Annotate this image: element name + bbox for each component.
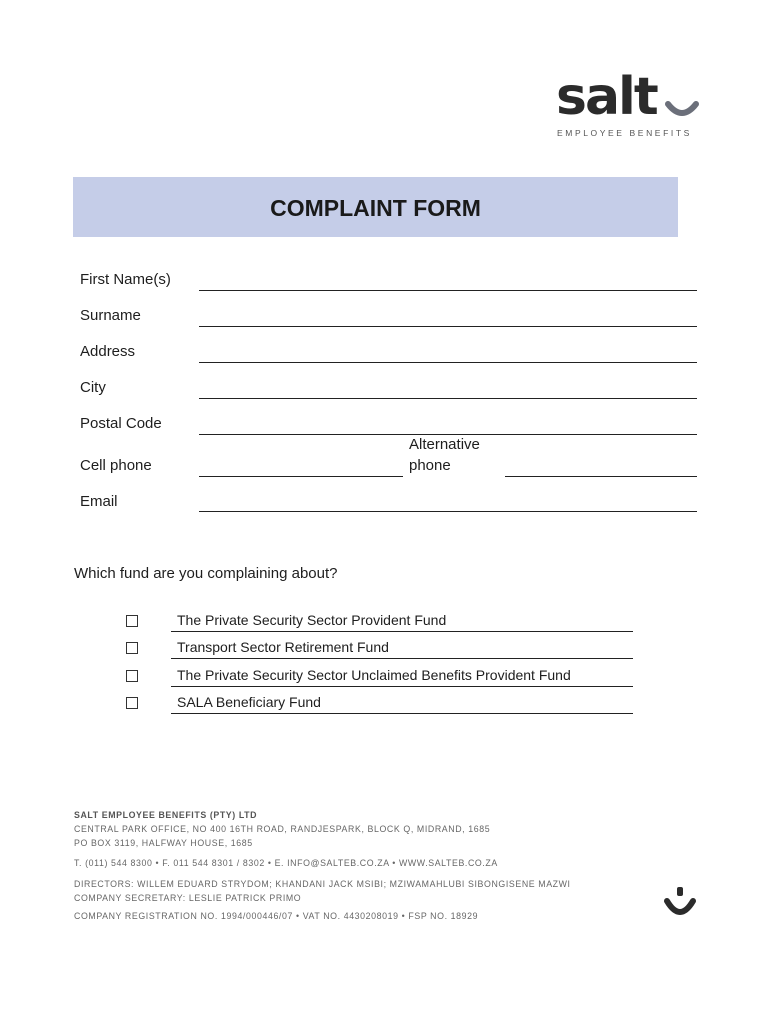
footer-registration: COMPANY REGISTRATION NO. 1994/000446/07 • VAT NO. 4430208019 • FSP NO. 18929 (74, 911, 479, 921)
city-label: City (80, 379, 106, 396)
footer-address-line2: PO BOX 3119, HALFWAY HOUSE, 1685 (74, 838, 253, 848)
fund-checkbox-4[interactable] (126, 697, 138, 709)
surname-label: Surname (80, 307, 141, 324)
postal-code-label: Postal Code (80, 415, 162, 432)
footer-contact: T. (011) 544 8300 • F. 011 544 8301 / 8302 • E. INFO@SALTEB.CO.ZA • WWW.SALTEB.CO.ZA (74, 858, 498, 868)
fund-underline-1 (171, 631, 633, 632)
fund-underline-4 (171, 713, 633, 714)
cell-phone-field[interactable] (199, 476, 403, 477)
city-field[interactable] (199, 398, 697, 399)
fund-checkbox-1[interactable] (126, 615, 138, 627)
email-label: Email (80, 493, 118, 510)
fund-checkbox-2[interactable] (126, 642, 138, 654)
first-name-label: First Name(s) (80, 271, 171, 288)
logo-tagline: EMPLOYEE BENEFITS (557, 128, 692, 138)
title-banner (73, 177, 678, 237)
footer-company-name: SALT EMPLOYEE BENEFITS (PTY) LTD (74, 810, 258, 820)
fund-underline-3 (171, 686, 633, 687)
email-field[interactable] (199, 511, 697, 512)
fund-option-label-3: The Private Security Sector Unclaimed Benefits Provident Fund (177, 667, 571, 683)
address-label: Address (80, 343, 136, 360)
postal-code-field[interactable] (199, 434, 697, 435)
fund-option-label-2: Transport Sector Retirement Fund (177, 639, 389, 655)
alternative-phone-label-line1: Alternative (409, 436, 480, 453)
footer-address-line1: CENTRAL PARK OFFICE, NO 400 16TH ROAD, RANDJESPARK, BLOCK Q, MIDRAND, 1685 (74, 824, 491, 834)
alternative-phone-field[interactable] (505, 476, 697, 477)
logo-wordmark-text: salt (556, 67, 657, 122)
fund-option-label-4: SALA Beneficiary Fund (177, 694, 321, 710)
footer-directors: DIRECTORS: WILLEM EDUARD STRYDOM; KHANDANI JACK MSIBI; MZIWAMAHLUBI SIBONGISENE MAZWI (74, 879, 571, 889)
page-title: COMPLAINT FORM (270, 195, 481, 221)
alternative-phone-label-line2: phone (409, 457, 451, 474)
fund-option-label-1: The Private Security Sector Provident Fund (177, 612, 447, 628)
fund-question: Which fund are you complaining about? (74, 565, 338, 582)
salt-logo (556, 62, 706, 122)
fund-underline-2 (171, 658, 633, 659)
smile-icon (660, 885, 700, 921)
fund-checkbox-3[interactable] (126, 670, 138, 682)
surname-field[interactable] (199, 326, 697, 327)
footer-secretary: COMPANY SECRETARY: LESLIE PATRICK PRIMO (74, 893, 302, 903)
address-field[interactable] (199, 362, 697, 363)
cell-phone-label: Cell phone (80, 457, 152, 474)
first-name-field[interactable] (199, 290, 697, 291)
